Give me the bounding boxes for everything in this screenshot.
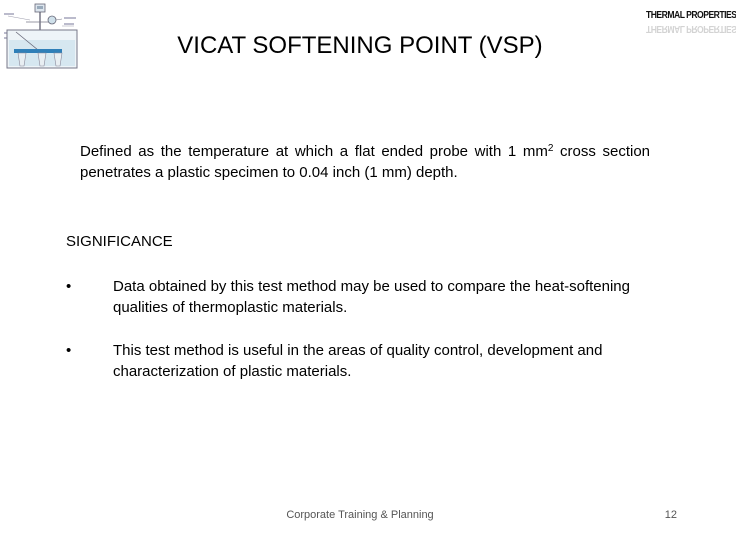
definition-text-after: cross section penetrates a plastic specimen to 0.04 inch (1 mm) depth. bbox=[80, 143, 651, 181]
definition-text-before: Defined as the temperature at which a flat ended probe with 1 mm bbox=[80, 143, 548, 160]
logo-reflection: THERMAL PROPERTIES bbox=[646, 23, 736, 34]
bullet-text: Data obtained by this test method may be used to compare the heat-softening qualities of thermoplastic materials. bbox=[113, 278, 630, 316]
page-title: VICAT SOFTENING POINT (VSP) bbox=[177, 32, 543, 59]
bullet-text: This test method is useful in the areas of quality control, development and characterization of plastic materials. bbox=[113, 342, 603, 380]
bullet-icon: • bbox=[66, 342, 72, 359]
logo-text: THERMAL PROPERTIES bbox=[646, 10, 736, 21]
definition-paragraph bbox=[80, 141, 650, 183]
definition-superscript: 2 bbox=[547, 143, 554, 154]
bullet-icon: • bbox=[66, 278, 72, 295]
page-number: 12 bbox=[664, 509, 677, 521]
significance-heading: SIGNIFICANCE bbox=[66, 233, 173, 250]
footer-text: Corporate Training & Planning bbox=[286, 509, 434, 521]
